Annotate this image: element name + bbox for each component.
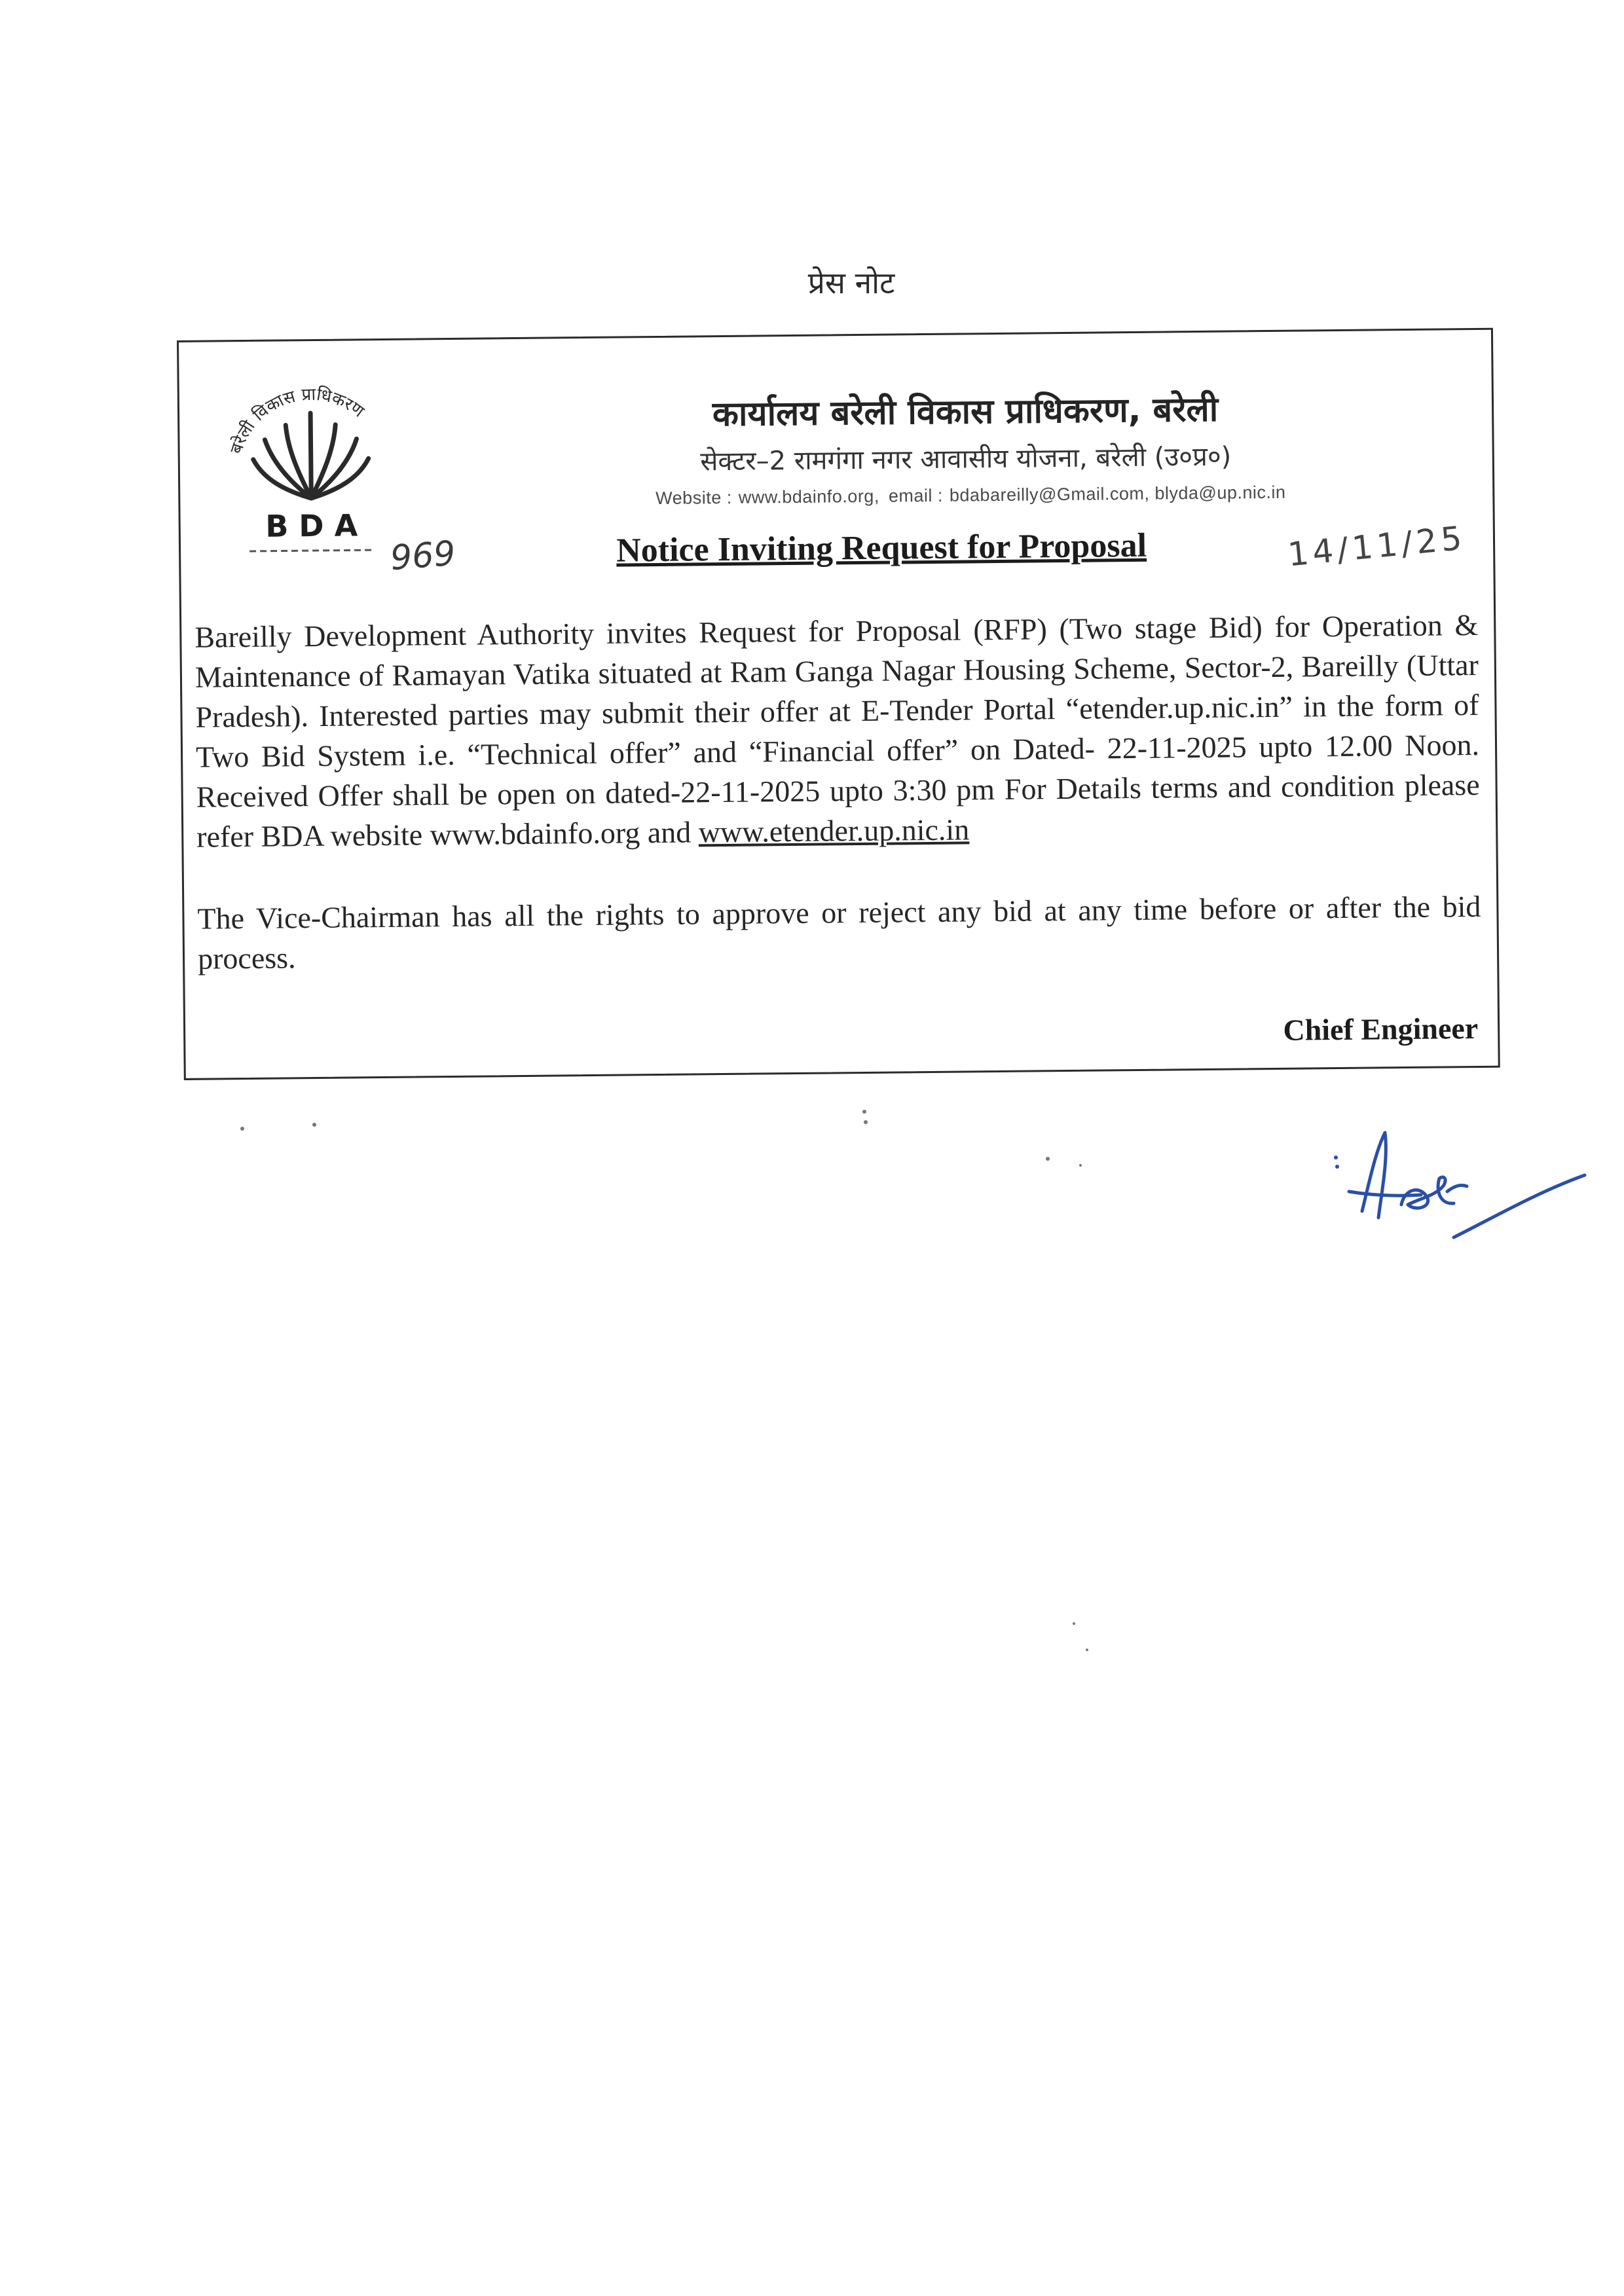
notice-body	[194, 605, 1480, 857]
website-label: Website :	[655, 487, 732, 508]
rights-paragraph: The Vice-Chairman has all the rights to approve or reject any bid at any time before or after the bid process.	[197, 889, 1481, 975]
email-label: email :	[888, 485, 944, 506]
notice-box	[177, 328, 1500, 1080]
logo-text: B D A	[265, 507, 358, 544]
handwritten-signature	[1323, 1113, 1598, 1270]
notice-title: Notice Inviting Request for Proposal	[616, 526, 1147, 570]
bda-logo	[212, 367, 410, 565]
office-name: कार्यालय बरेली विकास प्राधिकरण, बरेली	[712, 390, 1219, 435]
office-address: सेक्टर–2 रामगंगा नगर आवासीय योजना, बरेली (उ०प्र०)	[700, 441, 1232, 477]
etender-link[interactable]: www.etender.up.nic.in	[698, 812, 970, 849]
notice-main-text: Bareilly Development Authority invites Request for Proposal (RFP) (Two stage Bid) for Operation & Maintenance of Ramayan Vatika situated at Ram Ganga Nagar Housing Scheme, Sector-2, Bareilly (Uttar Pradesh). Interested parties may submit their offer at E-Tender Portal “etender.up.nic.in” in the form of Two Bid System i.e. “Technical offer” and “Financial offer” on Dated- 22-11-2025 upto 12.00 Noon. Received Offer shall be open on dated-22-11-2025 upto 3:30 pm For Details terms and condition please refer BDA website www.bdainfo.org and	[194, 608, 1480, 854]
logo-ring-text: बरेली विकास प्राधिकरण	[226, 384, 368, 456]
svg-text:बरेली विकास प्राधिकरण	[226, 384, 369, 456]
email-value: bdabareilly@Gmail.com, blyda@up.nic.in	[949, 482, 1286, 505]
contact-line	[481, 481, 1464, 510]
press-note-label: प्रेस नोट	[807, 265, 895, 301]
website-value: www.bdainfo.org,	[738, 486, 880, 507]
handwritten-number: 969	[388, 534, 457, 579]
signatory-title: Chief Engineer	[1283, 1011, 1479, 1047]
handwritten-date: 14/11/25	[1285, 519, 1467, 574]
